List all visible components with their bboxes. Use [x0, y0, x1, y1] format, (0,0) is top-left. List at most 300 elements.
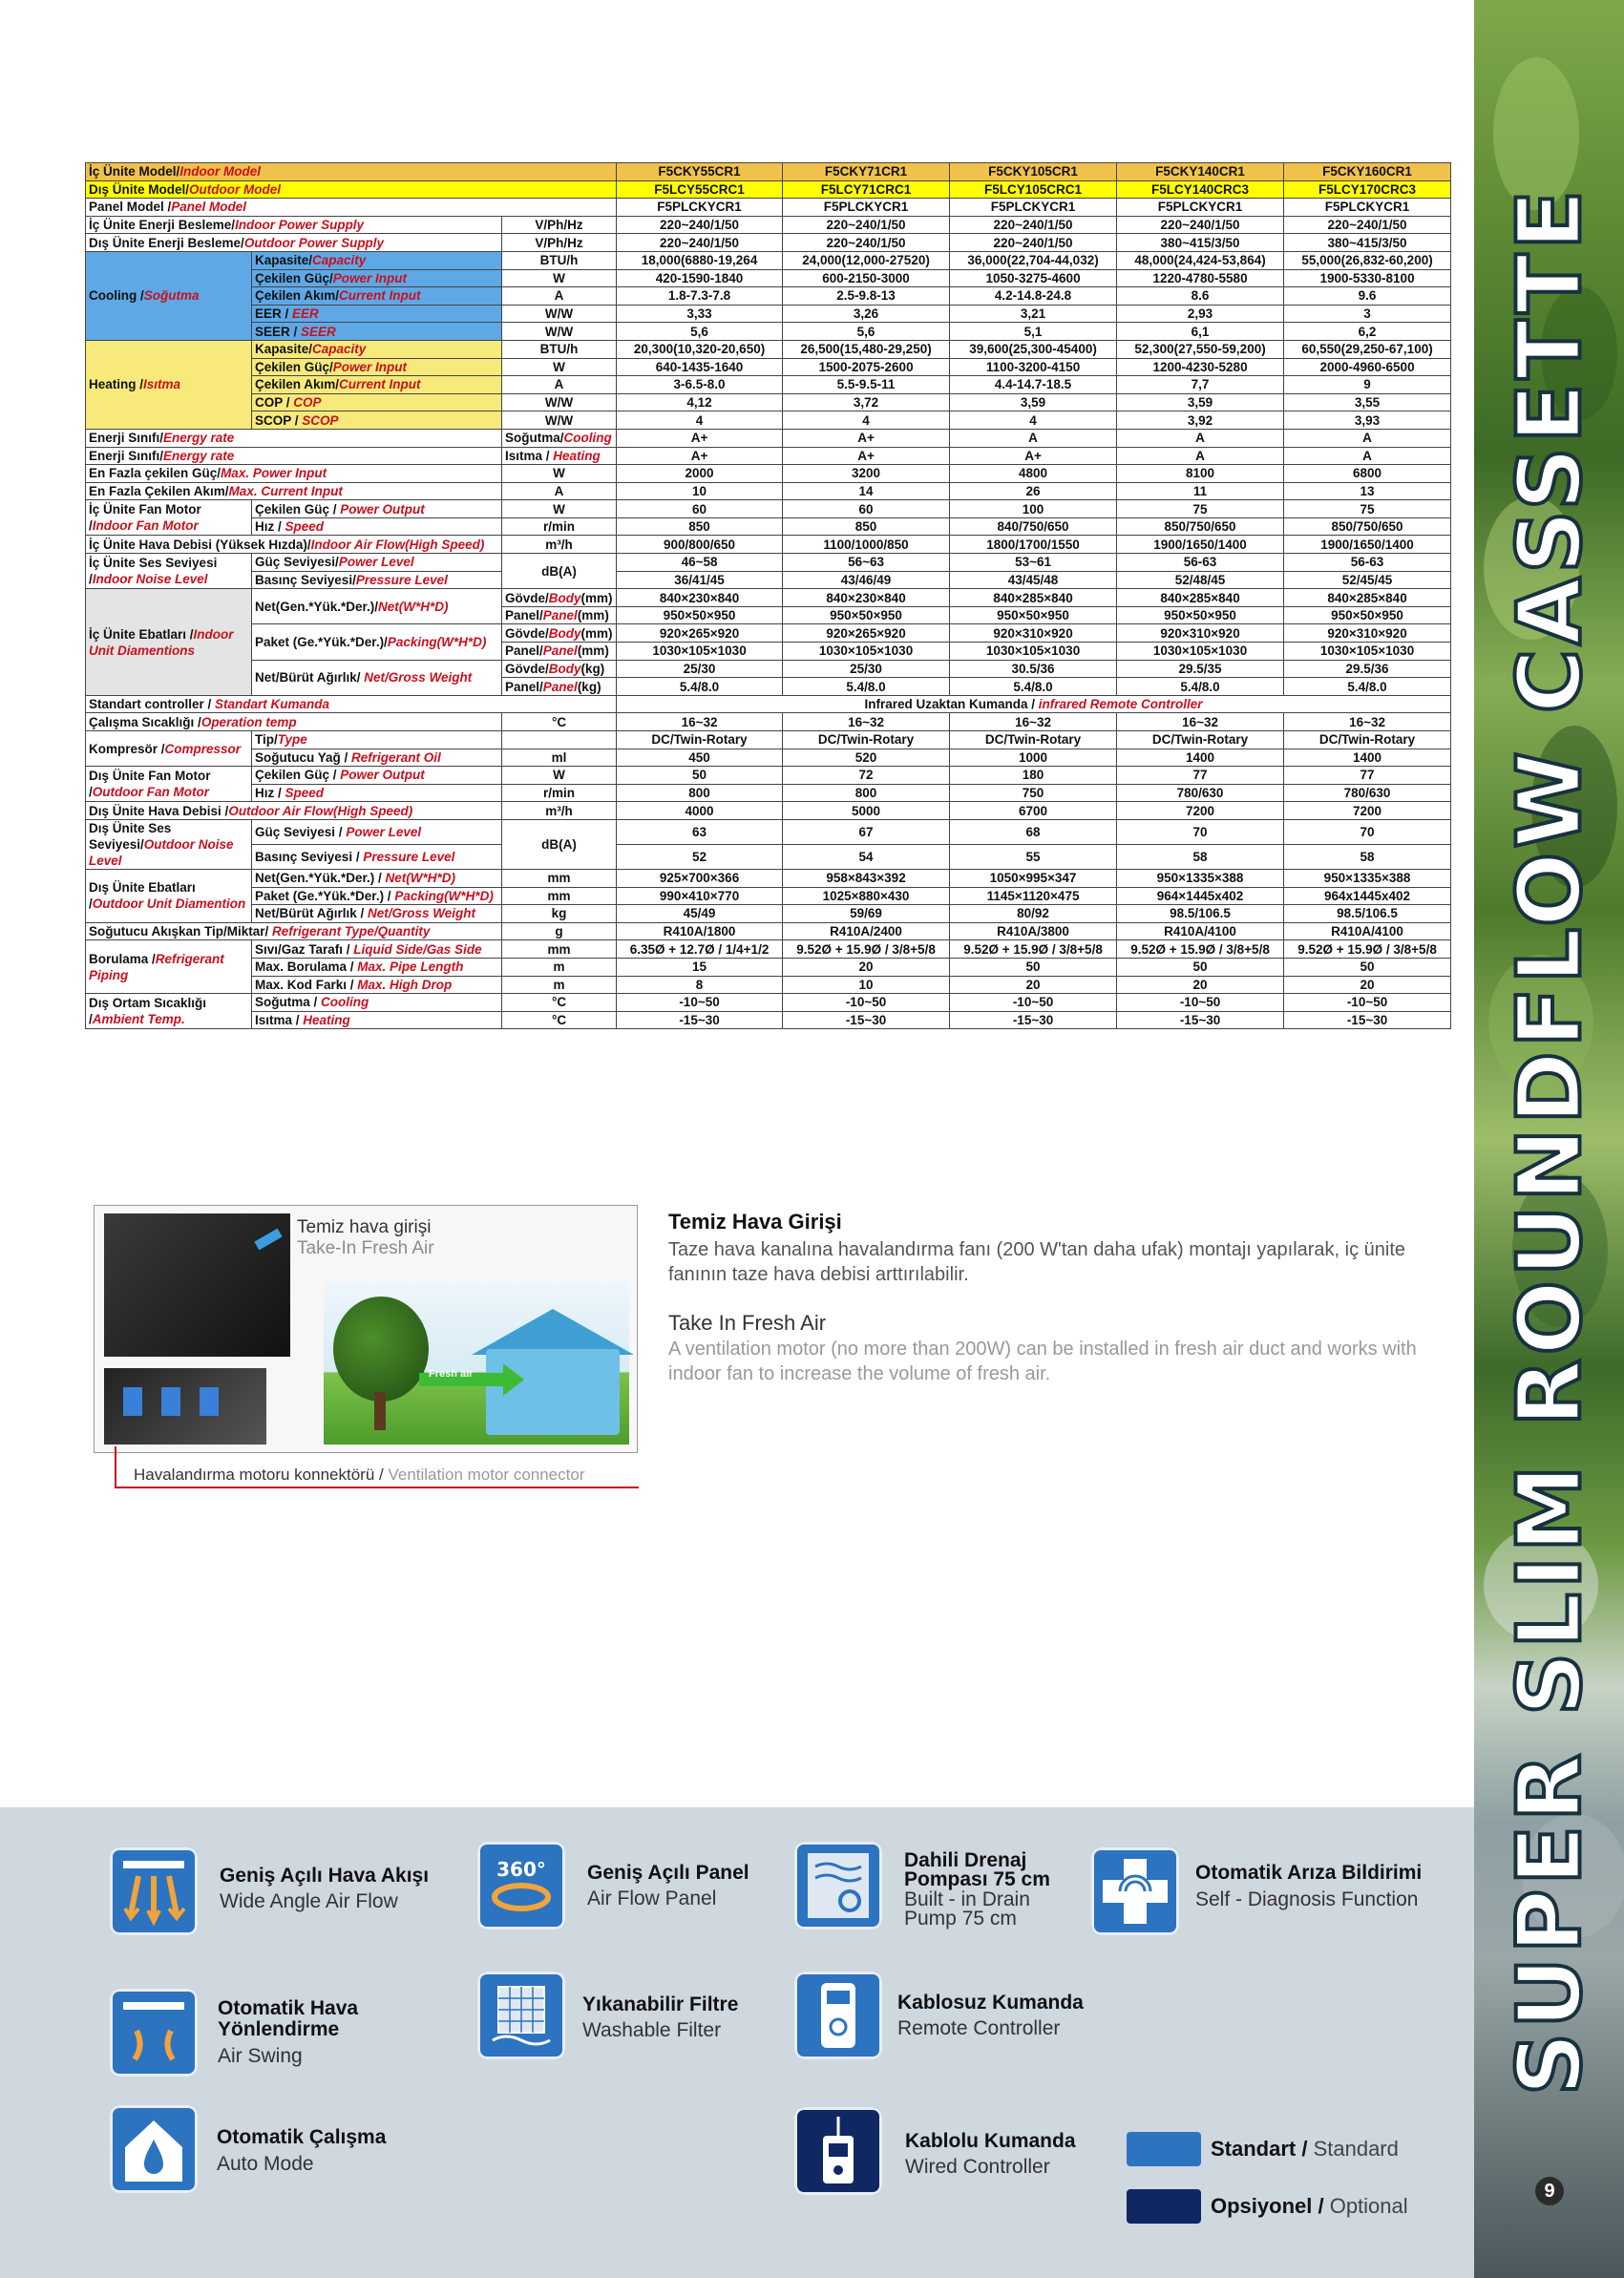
spec-value: 3,21 — [950, 305, 1117, 323]
spec-value: 58 — [1117, 844, 1284, 869]
spec-cell: Panel/Panel(mm) — [502, 643, 617, 661]
feature-title: Otomatik Çalışma — [217, 2126, 387, 2148]
spec-row — [86, 234, 1451, 252]
spec-value: A+ — [617, 429, 783, 447]
spec-row — [86, 340, 1451, 358]
spec-value: F5CKY140CR1 — [1117, 163, 1284, 181]
spec-label: Panel Model /Panel Model — [86, 199, 617, 217]
feature-subtitle: Auto Mode — [217, 2153, 314, 2175]
spec-row — [86, 517, 1451, 536]
spec-value: 14 — [783, 482, 950, 500]
svg-text:360°: 360° — [496, 1858, 546, 1881]
spec-value: 24,000(12,000-27520) — [783, 251, 950, 269]
spec-value: 1500-2075-2600 — [783, 358, 950, 376]
wired-controller-icon — [794, 2107, 882, 2195]
spec-cell: mm — [502, 869, 617, 887]
spec-value: 20 — [1117, 976, 1284, 994]
spec-value: F5LCY71CRC1 — [783, 180, 950, 199]
spec-cell: Panel/Panel(kg) — [502, 678, 617, 696]
spec-value: 750 — [950, 784, 1117, 802]
spec-value: 56-63 — [1284, 554, 1451, 572]
spec-value: 6800 — [1284, 465, 1451, 483]
spec-value: -15~30 — [1284, 1011, 1451, 1029]
spec-value: 180 — [950, 767, 1117, 785]
spec-value: 30.5/36 — [950, 660, 1117, 678]
spec-value: 43/45/48 — [950, 571, 1117, 589]
spec-cell: V/Ph/Hz — [502, 216, 617, 234]
spec-value: 59/69 — [783, 905, 950, 923]
spec-row — [86, 465, 1451, 483]
spec-row — [86, 713, 1451, 731]
spec-value: 920×265×920 — [783, 624, 950, 643]
spec-value: -10~50 — [1117, 994, 1284, 1012]
spec-cell: Standart controller / Standart Kumanda — [86, 695, 617, 713]
spec-cell: Tip/Type — [252, 731, 502, 749]
spec-value: 900/800/650 — [617, 536, 783, 554]
spec-value: 9 — [1284, 376, 1451, 394]
spec-value: 43/46/49 — [783, 571, 950, 589]
spec-cell: Güç Seviyesi / Power Level — [252, 819, 502, 844]
spec-cell: Dış Ünite Ses Seviyesi/Outdoor Noise Level — [86, 819, 252, 869]
spec-cell: m³/h — [502, 802, 617, 820]
spec-value: 1800/1700/1550 — [950, 536, 1117, 554]
spec-cell: İç Ünite Ebatları /Indoor Unit Diamentions — [86, 589, 252, 696]
spec-value: 640-1435-1640 — [617, 358, 783, 376]
spec-cell: r/min — [502, 784, 617, 802]
spec-cell: Çekilen Akım/Current Input — [252, 376, 502, 394]
feature-subtitle: Self - Diagnosis Function — [1195, 1888, 1419, 1910]
spec-value: 9.6 — [1284, 287, 1451, 306]
connector-photo — [104, 1368, 266, 1445]
spec-cell: W — [502, 767, 617, 785]
spec-row — [86, 482, 1451, 500]
spec-value: 850 — [617, 517, 783, 536]
spec-value: A — [1284, 447, 1451, 465]
spec-value: 98.5/106.5 — [1284, 905, 1451, 923]
spec-cell: mm — [502, 940, 617, 959]
indoor-unit-photo — [104, 1213, 290, 1357]
spec-value: 5.4/8.0 — [950, 678, 1117, 696]
spec-value: 840×285×840 — [1284, 589, 1451, 607]
spec-value: 55 — [950, 844, 1117, 869]
spec-cell: Soğutucu Akışkan Tip/Miktar/ Refrigerant Type/Quantity — [86, 922, 502, 940]
spec-value: 3,92 — [1117, 411, 1284, 430]
spec-value: 1220-4780-5580 — [1117, 269, 1284, 287]
spec-cell — [502, 731, 617, 749]
spec-cell: Enerji Sınıfı/Energy rate — [86, 429, 502, 447]
spec-cell: Soğutucu Yağ / Refrigerant Oil — [252, 749, 502, 767]
spec-row — [86, 180, 1451, 199]
spec-value: 11 — [1117, 482, 1284, 500]
spec-row — [86, 976, 1451, 994]
spec-value: 1030×105×1030 — [950, 643, 1117, 661]
fresh-air-arrow-label: Fresh air — [429, 1368, 474, 1380]
spec-cell: Paket (Ge.*Yük.*Der.) / Packing(W*H*D) — [252, 887, 502, 905]
spec-value: 1400 — [1284, 749, 1451, 767]
spec-cell: Çekilen Akım/Current Input — [252, 287, 502, 306]
spec-cell: Çekilen Güç / Power Output — [252, 500, 502, 518]
spec-cell: W/W — [502, 411, 617, 430]
spec-value: 220~240/1/50 — [783, 216, 950, 234]
spec-cell: W — [502, 465, 617, 483]
spec-value: 950×50×950 — [783, 606, 950, 624]
spec-cell: Gövde/Body(mm) — [502, 589, 617, 607]
spec-value: 3,59 — [950, 393, 1117, 411]
spec-value: 450 — [617, 749, 783, 767]
spec-value: 850/750/650 — [1284, 517, 1451, 536]
spec-cell: W/W — [502, 323, 617, 341]
spec-value: 98.5/106.5 — [1117, 905, 1284, 923]
spec-value: 4.2-14.8-24.8 — [950, 287, 1117, 306]
banner-title: SUPER SLIM ROUNDFLOW CASSETTE — [1498, 185, 1600, 2097]
spec-value: 8.6 — [1117, 287, 1284, 306]
feature-subtitle: Air Swing — [218, 2045, 303, 2067]
spec-cell: Gövde/Body(kg) — [502, 660, 617, 678]
spec-row — [86, 869, 1451, 887]
spec-value: F5LCY105CRC1 — [950, 180, 1117, 199]
spec-row — [86, 323, 1451, 341]
spec-value: 1400 — [1117, 749, 1284, 767]
spec-value: 77 — [1284, 767, 1451, 785]
spec-value: 45/49 — [617, 905, 783, 923]
spec-value: 5.4/8.0 — [783, 678, 950, 696]
spec-row — [86, 749, 1451, 767]
spec-value: 9.52Ø + 15.9Ø / 3/8+5/8 — [950, 940, 1117, 959]
spec-cell: °C — [502, 713, 617, 731]
spec-cell: W/W — [502, 305, 617, 323]
legend-optional-label: Opsiyonel / Optional — [1211, 2194, 1408, 2218]
spec-value: 800 — [783, 784, 950, 802]
spec-row — [86, 695, 1451, 713]
spec-value: 850/750/650 — [1117, 517, 1284, 536]
spec-cell: Soğutma/Cooling — [502, 429, 617, 447]
spec-value: 1030×105×1030 — [1117, 643, 1284, 661]
spec-cell: En Fazla Çekilen Akım/Max. Current Input — [86, 482, 502, 500]
spec-value: 4800 — [950, 465, 1117, 483]
fresh-air-body-tr: Taze hava kanalına havalandırma fanı (200 W'tan daha ufak) montajı yapılarak, iç ünite fanının taze hava debisi arttırılabilir. — [668, 1239, 1406, 1285]
spec-value: 1145×1120×475 — [950, 887, 1117, 905]
spec-value: 52/48/45 — [1117, 571, 1284, 589]
spec-value: 3,55 — [1284, 393, 1451, 411]
spec-cell: SCOP / SCOP — [252, 411, 502, 430]
spec-label: Dış Ünite Enerji Besleme/Outdoor Power Supply — [86, 234, 502, 252]
spec-value: 39,600(25,300-45400) — [950, 340, 1117, 358]
spec-cell: Net/Bürüt Ağırlık/ Net/Gross Weight — [252, 660, 502, 695]
spec-label: İç Ünite Model/Indoor Model — [86, 163, 617, 181]
spec-row — [86, 536, 1451, 554]
spec-cell: g — [502, 922, 617, 940]
spec-value: DC/Twin-Rotary — [1284, 731, 1451, 749]
spec-value: 80/92 — [950, 905, 1117, 923]
spec-value: 840×230×840 — [783, 589, 950, 607]
spec-cell: °C — [502, 1011, 617, 1029]
spec-value: 1200-4230-5280 — [1117, 358, 1284, 376]
spec-row — [86, 922, 1451, 940]
spec-value: -10~50 — [1284, 994, 1451, 1012]
spec-cell: Max. Kod Farkı / Max. High Drop — [252, 976, 502, 994]
spec-value: 950×50×950 — [950, 606, 1117, 624]
spec-value: 2.5-9.8-13 — [783, 287, 950, 306]
spec-value: R410A/4100 — [1284, 922, 1451, 940]
spec-value: 380~415/3/50 — [1284, 234, 1451, 252]
washable-filter-icon — [477, 1972, 565, 2059]
spec-value: F5PLCKYCR1 — [1284, 199, 1451, 217]
spec-cell: W — [502, 500, 617, 518]
spec-cell: İç Ünite Ses Seviyesi /Indoor Noise Level — [86, 554, 252, 589]
spec-value: 220~240/1/50 — [617, 216, 783, 234]
spec-value: DC/Twin-Rotary — [950, 731, 1117, 749]
spec-row — [86, 819, 1451, 844]
spec-cell: Net(Gen.*Yük.*Der.) / Net(W*H*D) — [252, 869, 502, 887]
spec-value: 3,33 — [617, 305, 783, 323]
spec-value: A+ — [783, 429, 950, 447]
spec-value: 840×285×840 — [950, 589, 1117, 607]
spec-cell: Hız / Speed — [252, 517, 502, 536]
tree-icon — [333, 1297, 429, 1402]
spec-cell: Gövde/Body(mm) — [502, 624, 617, 643]
spec-value: 26 — [950, 482, 1117, 500]
page-number: 9 — [1535, 2177, 1564, 2205]
spec-value: 16~32 — [617, 713, 783, 731]
spec-value: 6,1 — [1117, 323, 1284, 341]
spec-value: 420-1590-1840 — [617, 269, 783, 287]
spec-value: F5PLCKYCR1 — [617, 199, 783, 217]
spec-value: 1030×105×1030 — [1284, 643, 1451, 661]
spec-value: 920×265×920 — [617, 624, 783, 643]
spec-row — [86, 358, 1451, 376]
spec-value: R410A/3800 — [950, 922, 1117, 940]
spec-value: 8100 — [1117, 465, 1284, 483]
spec-value: 840/750/650 — [950, 517, 1117, 536]
spec-value: 5.4/8.0 — [1117, 678, 1284, 696]
spec-value: 220~240/1/50 — [950, 234, 1117, 252]
spec-value: 4 — [950, 411, 1117, 430]
spec-value: 100 — [950, 500, 1117, 518]
spec-cell: En Fazla çekilen Güç/Max. Power Input — [86, 465, 502, 483]
spec-row — [86, 500, 1451, 518]
spec-value: 3200 — [783, 465, 950, 483]
spec-row — [86, 844, 1451, 869]
spec-value: F5PLCKYCR1 — [1117, 199, 1284, 217]
spec-value: A — [1284, 429, 1451, 447]
spec-value: 3 — [1284, 305, 1451, 323]
image-label-en: Take-In Fresh Air — [297, 1238, 434, 1258]
spec-value: 68 — [950, 819, 1117, 844]
spec-cell: Çekilen Güç / Power Output — [252, 767, 502, 785]
spec-value: 1900/1650/1400 — [1117, 536, 1284, 554]
legend-standard-swatch — [1127, 2132, 1201, 2166]
spec-value: 60,550(29,250-67,100) — [1284, 340, 1451, 358]
spec-value: 6.35Ø + 12.7Ø / 1/4+1/2 — [617, 940, 783, 959]
spec-row — [86, 287, 1451, 306]
spec-cell: r/min — [502, 517, 617, 536]
spec-value: 2000-4960-6500 — [1284, 358, 1451, 376]
spec-row — [86, 216, 1451, 234]
spec-table — [85, 162, 1451, 1029]
spec-row — [86, 994, 1451, 1012]
spec-value: 54 — [783, 844, 950, 869]
spec-value: 1000 — [950, 749, 1117, 767]
spec-value: 29.5/35 — [1117, 660, 1284, 678]
spec-value: -10~50 — [783, 994, 950, 1012]
spec-value: 20 — [783, 958, 950, 976]
fresh-air-heading-en: Take In Fresh Air — [668, 1311, 827, 1335]
spec-value: 18,000(6880-19,264 — [617, 251, 783, 269]
spec-value: 60 — [783, 500, 950, 518]
spec-value: 15 — [617, 958, 783, 976]
fresh-air-image — [94, 1205, 638, 1453]
spec-value: 5,6 — [783, 323, 950, 341]
spec-value: -15~30 — [950, 1011, 1117, 1029]
feature-subtitle: Wide Angle Air Flow — [220, 1890, 398, 1912]
spec-value: 3-6.5-8.0 — [617, 376, 783, 394]
spec-value: 20 — [950, 976, 1117, 994]
spec-row — [86, 411, 1451, 430]
spec-cell: Borulama /Refrigerant Piping — [86, 940, 252, 994]
spec-value: 3,26 — [783, 305, 950, 323]
spec-row — [86, 163, 1451, 181]
spec-row — [86, 589, 1451, 607]
spec-value: 72 — [783, 767, 950, 785]
fresh-air-body-en: A ventilation motor (no more than 200W) can be installed in fresh air duct and works with indoor fan to increase the volume of fresh air. — [668, 1339, 1417, 1384]
spec-cell: m³/h — [502, 536, 617, 554]
spec-value: 925×700×366 — [617, 869, 783, 887]
spec-value: 75 — [1117, 500, 1284, 518]
legend-optional-swatch — [1127, 2189, 1201, 2224]
spec-value: 9.52Ø + 15.9Ø / 3/8+5/8 — [1284, 940, 1451, 959]
spec-cell: Güç Seviyesi/Power Level — [252, 554, 502, 572]
spec-value: 1030×105×1030 — [617, 643, 783, 661]
spec-value: 950×50×950 — [1117, 606, 1284, 624]
spec-value: F5PLCKYCR1 — [783, 199, 950, 217]
feature-title: Geniş Açılı Hava Akışı — [220, 1865, 430, 1887]
spec-cell: BTU/h — [502, 340, 617, 358]
spec-value: 4,12 — [617, 393, 783, 411]
spec-cell: Çekilen Güç/Power Input — [252, 358, 502, 376]
spec-value: 6,2 — [1284, 323, 1451, 341]
spec-value: 5,6 — [617, 323, 783, 341]
legend-standard-label: Standart / Standard — [1211, 2137, 1399, 2161]
spec-value: 1900/1650/1400 — [1284, 536, 1451, 554]
spec-value: 6700 — [950, 802, 1117, 820]
feature-title: Otomatik Arıza Bildirimi — [1195, 1862, 1423, 1884]
auto-mode-icon — [110, 2105, 198, 2193]
spec-value: 950×50×950 — [1284, 606, 1451, 624]
spec-value: 520 — [783, 749, 950, 767]
spec-value: 16~32 — [1284, 713, 1451, 731]
360-panel-icon — [477, 1842, 565, 1930]
spec-cell: Basınç Seviyesi/Pressure Level — [252, 571, 502, 589]
spec-value: 920×310×920 — [1284, 624, 1451, 643]
spec-value: F5LCY170CRC3 — [1284, 180, 1451, 199]
feature-title: Dahili Drenaj Pompası 75 cm — [904, 1849, 1050, 1890]
spec-value: 600-2150-3000 — [783, 269, 950, 287]
spec-value: 75 — [1284, 500, 1451, 518]
feature-title: Otomatik Hava Yönlendirme — [218, 1997, 359, 2040]
spec-value: 220~240/1/50 — [783, 234, 950, 252]
feature-title: Geniş Açılı Panel — [587, 1862, 749, 1884]
spec-value: 1030×105×1030 — [783, 643, 950, 661]
spec-value: 36/41/45 — [617, 571, 783, 589]
feature-subtitle: Remote Controller — [897, 2017, 1061, 2039]
spec-row — [86, 571, 1451, 589]
spec-value: 50 — [1117, 958, 1284, 976]
spec-cell: A — [502, 482, 617, 500]
spec-cell: SEER / SEER — [252, 323, 502, 341]
self-diagnosis-icon — [1091, 1847, 1179, 1935]
feature-title: Yıkanabilir Filtre — [582, 1993, 739, 2015]
spec-cell: Paket (Ge.*Yük.*Der.)/Packing(W*H*D) — [252, 624, 502, 660]
feature-subtitle: Air Flow Panel — [587, 1888, 717, 1909]
spec-row — [86, 269, 1451, 287]
spec-value: 26,500(15,480-29,250) — [783, 340, 950, 358]
spec-cell: dB(A) — [502, 554, 617, 589]
spec-row — [86, 305, 1451, 323]
spec-row — [86, 429, 1451, 447]
spec-value: 1025×880×430 — [783, 887, 950, 905]
spec-row — [86, 447, 1451, 465]
spec-row — [86, 731, 1451, 749]
spec-cell: m — [502, 958, 617, 976]
spec-value: 5.5-9.5-11 — [783, 376, 950, 394]
spec-cell: kg — [502, 905, 617, 923]
spec-value: 1100/1000/850 — [783, 536, 950, 554]
spec-value: 25/30 — [617, 660, 783, 678]
spec-value: 9.52Ø + 15.9Ø / 3/8+5/8 — [783, 940, 950, 959]
spec-cell: mm — [502, 887, 617, 905]
spec-value: DC/Twin-Rotary — [783, 731, 950, 749]
spec-value: 36,000(22,704-44,032) — [950, 251, 1117, 269]
spec-cell: Isıtma / Heating — [502, 447, 617, 465]
spec-value: 964×1445x402 — [1117, 887, 1284, 905]
spec-cell: Çalışma Sıcaklığı /Operation temp — [86, 713, 502, 731]
spec-value: 29.5/36 — [1284, 660, 1451, 678]
spec-value: 5.4/8.0 — [617, 678, 783, 696]
spec-cell: A — [502, 287, 617, 306]
spec-value: R410A/2400 — [783, 922, 950, 940]
spec-group-label: Heating /Isıtma — [86, 340, 252, 429]
features-panel — [0, 1807, 1474, 2278]
spec-row — [86, 251, 1451, 269]
spec-value: 5,1 — [950, 323, 1117, 341]
spec-cell: İç Ünite Hava Debisi (Yüksek Hızda)/Indoor Air Flow(High Speed) — [86, 536, 502, 554]
house-roof — [472, 1309, 634, 1355]
feature-title: Kablolu Kumanda — [905, 2130, 1076, 2152]
feature-subtitle: Built - in Drain Pump 75 cm — [904, 1888, 1030, 1930]
spec-cell: Net(Gen.*Yük.*Der.)/Net(W*H*D) — [252, 589, 502, 624]
spec-value: F5CKY55CR1 — [617, 163, 783, 181]
spec-value: 2000 — [617, 465, 783, 483]
spec-value: 8 — [617, 976, 783, 994]
spec-value: 380~415/3/50 — [1117, 234, 1284, 252]
spec-value: 220~240/1/50 — [617, 234, 783, 252]
spec-value: F5CKY160CR1 — [1284, 163, 1451, 181]
spec-value: 840×230×840 — [617, 589, 783, 607]
spec-value: 53~61 — [950, 554, 1117, 572]
spec-cell: Soğutma / Cooling — [252, 994, 502, 1012]
spec-cell: Kapasite/Capacity — [252, 340, 502, 358]
spec-value: F5CKY105CR1 — [950, 163, 1117, 181]
spec-value: 10 — [783, 976, 950, 994]
spec-value: 4.4-14.7-18.5 — [950, 376, 1117, 394]
spec-value: 964x1445x402 — [1284, 887, 1451, 905]
spec-value: 50 — [950, 958, 1117, 976]
spec-row — [86, 376, 1451, 394]
spec-row — [86, 393, 1451, 411]
spec-value: 1100-3200-4150 — [950, 358, 1117, 376]
spec-value: 950×50×950 — [617, 606, 783, 624]
spec-value: DC/Twin-Rotary — [617, 731, 783, 749]
